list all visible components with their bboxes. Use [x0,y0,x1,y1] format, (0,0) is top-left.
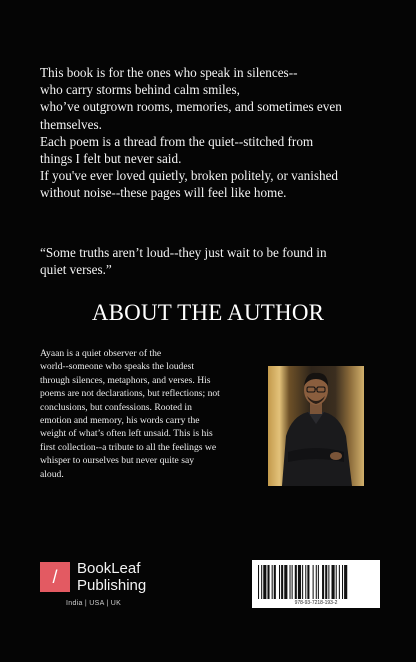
quote-line: quiet verses.” [40,262,112,278]
barcode-bar [290,565,291,599]
barcode-bar [325,565,327,599]
barcode-bar [292,565,293,599]
barcode-bar [328,565,329,599]
blurb-line: who carry storms behind calm smiles, [40,82,240,98]
pull-quote [40,244,390,278]
barcode-bar [339,565,340,599]
book-blurb [40,64,390,202]
barcode-bar [295,565,297,599]
quote-line: “Some truths aren’t loud--they just wait to be found in [40,245,327,260]
publisher-name-line1: BookLeaf [77,560,141,577]
barcode-bar [305,565,306,599]
blurb-line: Each poem is a thread from the quiet--stitched from [40,133,314,149]
author-portrait-illustration [268,366,364,486]
barcode-bar [298,565,301,599]
blurb-line: If you've ever loved quietly, broken politely, or vanished [40,168,339,184]
barcode-bars [258,565,374,599]
bio-line: through silences, metaphors, and verses. His [40,374,211,386]
blurb-line: things I felt but never said. [40,151,182,167]
blurb-line: This book is for the ones who speak in silences-- [40,65,298,80]
publisher-regions: India | USA | UK [66,600,122,607]
barcode-bar [281,565,283,599]
bio-line: conclusions, but confessions. Rooted in [40,401,192,413]
bio-line: first collection--a tribute to all the feelings we [40,441,217,453]
author-bio [40,347,262,481]
publisher-logo [40,560,180,630]
bio-line: Ayaan is a quiet observer of the [40,348,162,359]
barcode-bar [258,565,259,599]
barcode-bar [307,565,309,599]
bio-line: weight of what’s often left unsaid. This is his [40,428,213,440]
blurb-line: themselves. [40,116,102,132]
barcode-bar [267,565,269,599]
publisher-name-line2: Publishing [77,577,147,594]
barcode-bar [284,565,287,599]
bio-line: world--someone who speaks the loudest [40,361,195,373]
isbn-number: 978-93-7218-193-2 [294,600,338,606]
barcode-bar [322,565,324,599]
barcode-bar [272,565,273,599]
barcode-bar [302,565,303,599]
barcode-bar [316,565,317,599]
blurb-line: without noise--these pages will feel like home. [40,185,287,201]
barcode-bar [261,565,262,599]
bio-line: poems are not declarations, but reflections; not [40,388,220,400]
author-photo [268,366,364,486]
barcode-bar [318,565,319,599]
barcode-bar [313,565,314,599]
barcode-bar [342,565,343,599]
bio-line: emotion and memory, his words carry the [40,415,200,427]
barcode-bar [274,565,276,599]
bio-line: whisper to ourselves but never quite say [40,455,194,467]
bio-line: aloud. [40,468,64,480]
barcode-bar [336,565,337,599]
publisher-slash-icon: / [40,562,70,592]
barcode-bar [279,565,280,599]
about-author-heading: ABOUT THE AUTHOR [91,300,325,325]
barcode-bar [332,565,335,599]
blurb-line: who’ve outgrown rooms, memories, and sometimes even [40,99,342,115]
publisher-name [77,560,146,594]
barcode-bar [344,565,347,599]
barcode-bar [263,565,266,599]
isbn-barcode [252,560,380,608]
